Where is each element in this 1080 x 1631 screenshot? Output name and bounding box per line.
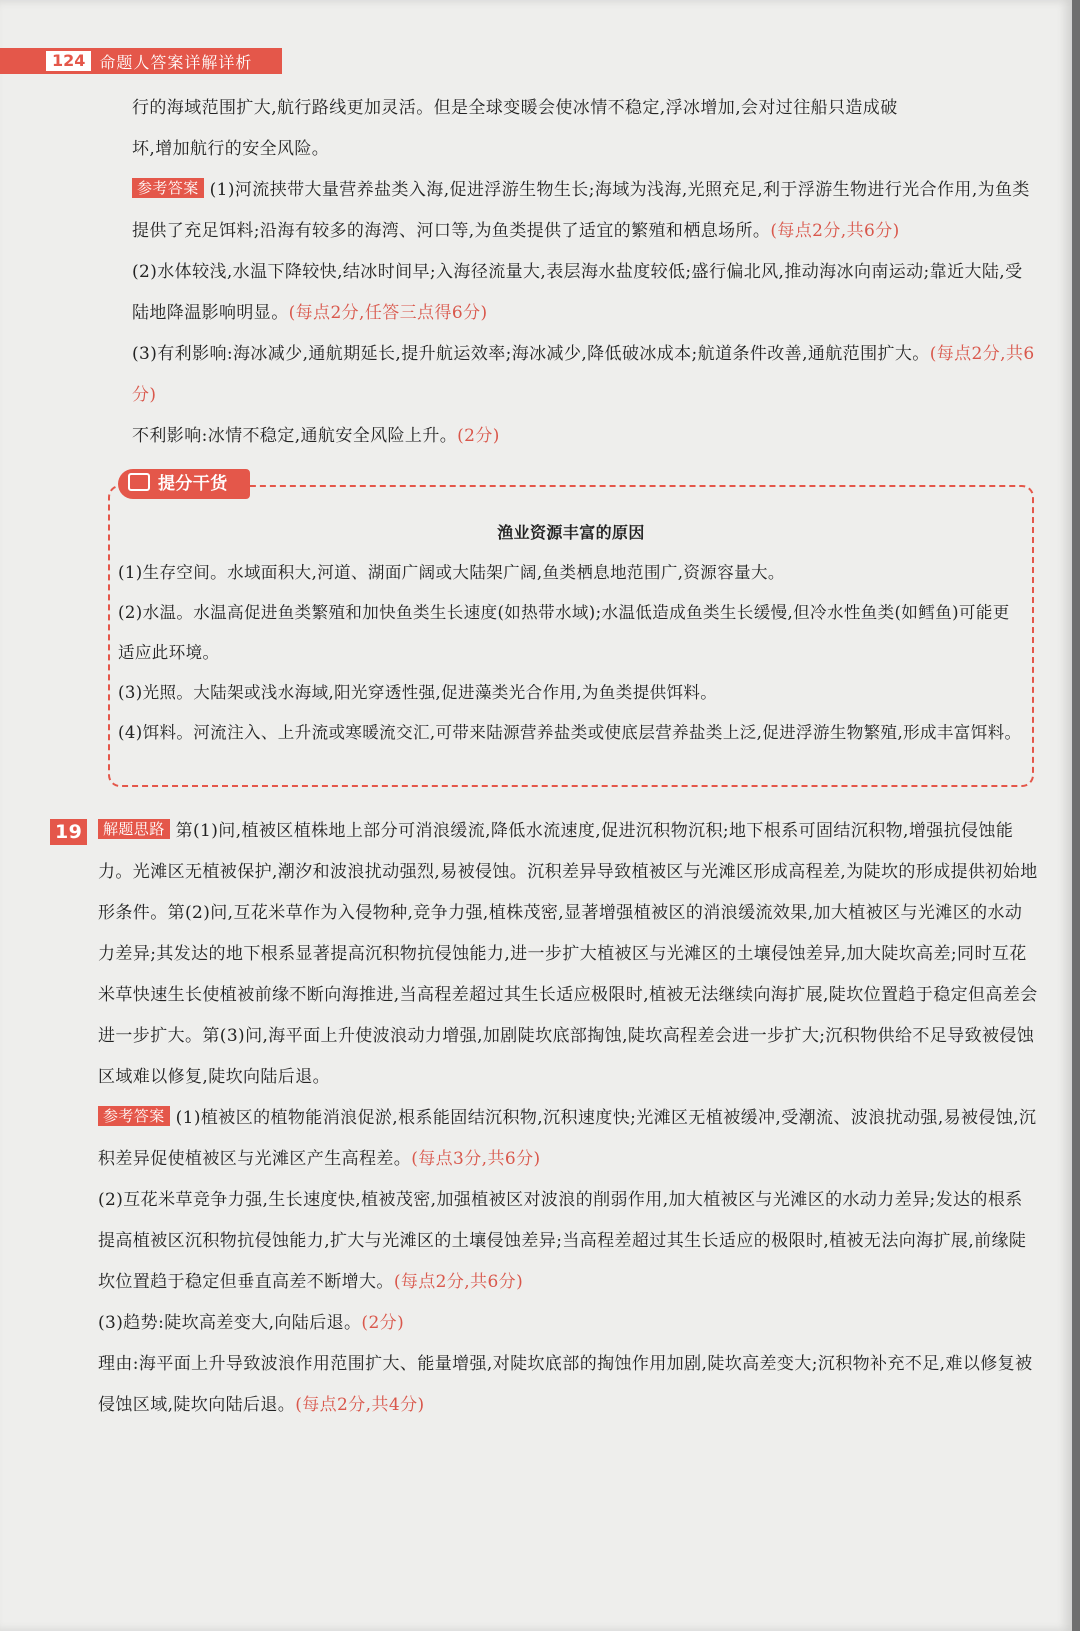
analysis-tag: 解题思路: [98, 819, 170, 839]
score-note: (每点2分,共6分): [393, 1272, 524, 1292]
tips-label-text: 提分干货: [158, 474, 228, 494]
book-icon: [128, 473, 150, 491]
analysis-text: 第(1)问,植被区植株地上部分可消浪缓流,降低水流速度,促进沉积物沉积;地下根系可固结沉积物,增强抗侵蚀能力。光滩区无植被保护,潮汐和波浪扰动强烈,易被侵蚀。沉积差异导致植被区与光滩区形成高程差,为陡坎的形成提供初始地形条件。第(2)问,互花米草作为入侵物种,竞争力强,植株茂密,显著增强植被区的消浪缓流效果,加大植被区与光滩区的水动力差异;其发达的地下根系显著提高沉积物抗侵蚀能力,进一步扩大植被区与光滩区的土壤侵蚀差异,加大陡坎高差;同时互花米草快速生长使植被前缘不断向海推进,当高程差超过其生长适应极限时,植被无法继续向海扩展,陡坎位置趋于稳定但高差会进一步扩大。第(3)问,海平面上升使波浪动力增强,加剧陡坎底部掏蚀,陡坎高程差会进一步扩大;沉积物供给不足导致被侵蚀区域难以修复,陡坎向陆后退。: [98, 821, 1038, 1087]
answer-text: 理由:海平面上升导致波浪作用范围扩大、能量增强,对陡坎底部的掏蚀作用加剧,陡坎高差变大;沉积物补充不足,难以修复被侵蚀区域,陡坎向陆后退。: [98, 1354, 1033, 1415]
score-note: (每点2分,共6分): [770, 221, 900, 241]
tips-item: (3)光照。大陆架或浅水海域,阳光穿透性强,促进藻类光合作用,为鱼类提供饵料。: [118, 683, 718, 702]
answer-text: (3)趋势:陡坎高差变大,向陆后退。: [98, 1313, 362, 1333]
score-note: (2分): [457, 426, 500, 446]
score-note: (每点3分,共6分): [411, 1149, 541, 1169]
book-title: 命题人答案详解详析: [99, 52, 253, 72]
tips-box: [108, 485, 1034, 787]
answer-paragraph: [98, 334, 1038, 416]
page-number: 124: [46, 51, 91, 71]
tips-item: (2)水温。水温高促进鱼类繁殖和加快鱼类生长速度(如热带水域);水温低造成鱼类生长缓慢,但冷水性鱼类(如鳕鱼)可能更适应此环境。: [118, 603, 1010, 662]
tips-item: (1)生存空间。水域面积大,河道、湖面广阔或大陆架广阔,鱼类栖息地范围广,资源容量大。: [118, 563, 785, 582]
score-note: (每点2分,共6分): [132, 344, 1035, 405]
page-content: [55, 88, 1038, 1426]
answer-text: 不利影响:冰情不稳定,通航安全风险上升。: [132, 426, 458, 446]
intro-line: 坏,增加航行的安全风险。: [132, 139, 330, 159]
answer-text: (1)植被区的植物能消浪促淤,根系能固结沉积物,沉积速度快;光滩区无植被缓冲,受潮流、波浪扰动强,易被侵蚀,沉积差异促使植被区与光滩区产生高程差。: [98, 1108, 1037, 1169]
answer-text: (2)互花米草竞争力强,生长速度快,植被茂密,加强植被区对波浪的削弱作用,加大植被区与光滩区的水动力差异;发达的根系提高植被区沉积物抗侵蚀能力,扩大与光滩区的土壤侵蚀差异;当高程差超过其生长适应的极限时,植被无法向海扩展,前缘陡坎位置趋于稳定但垂直高差不断增大。: [98, 1190, 1027, 1292]
score-note: (每点2分,任答三点得6分): [288, 303, 488, 323]
answer-paragraph: [98, 1098, 1038, 1180]
tips-title: 渔业资源丰富的原因: [497, 523, 645, 542]
answer-text: (1)河流挟带大量营养盐类入海,促进浮游生物生长;海域为浅海,光照充足,利于浮游生物进行光合作用,为鱼类提供了充足饵料;沿海有较多的海湾、河口等,为鱼类提供了适宜的繁殖和栖息场所。: [132, 180, 1030, 241]
answer-paragraph: [98, 252, 1038, 334]
analysis-paragraph: [98, 811, 1038, 1098]
answer-paragraph: [98, 170, 1038, 252]
answer-tag: 参考答案: [132, 178, 204, 198]
answer-text: (3)有利影响:海冰减少,通航期延长,提升航运效率;海冰减少,降低破冰成本;航道条件改善,通航范围扩大。: [132, 344, 930, 364]
tips-section: [108, 474, 1038, 795]
answer-paragraph: [98, 1180, 1038, 1303]
intro-line: 行的海域范围扩大,航行路线更加灵活。但是全球变暖会使冰情不稳定,浮冰增加,会对过往船只造成破: [132, 98, 898, 118]
score-note: (每点2分,共4分): [295, 1395, 425, 1415]
answer-paragraph: [98, 416, 1038, 457]
question-number: 19: [50, 819, 87, 845]
tips-label: [118, 469, 250, 499]
answer-tag: 参考答案: [98, 1106, 170, 1126]
answer-text: (2)水体较浅,水温下降较快,结冰时间早;入海径流量大,表层海水盐度较低;盛行偏北风,推动海冰向南运动;靠近大陆,受陆地降温影响明显。: [132, 262, 1023, 323]
answer-paragraph: [98, 1344, 1038, 1426]
question-19: [55, 811, 1038, 1426]
tips-item: (4)饵料。河流注入、上升流或寒暖流交汇,可带来陆源营养盐类或使底层营养盐类上泛,促进浮游生物繁殖,形成丰富饵料。: [118, 723, 1022, 742]
page-header: [0, 48, 282, 74]
answer-paragraph: [98, 1303, 1038, 1344]
score-note: (2分): [361, 1313, 405, 1333]
